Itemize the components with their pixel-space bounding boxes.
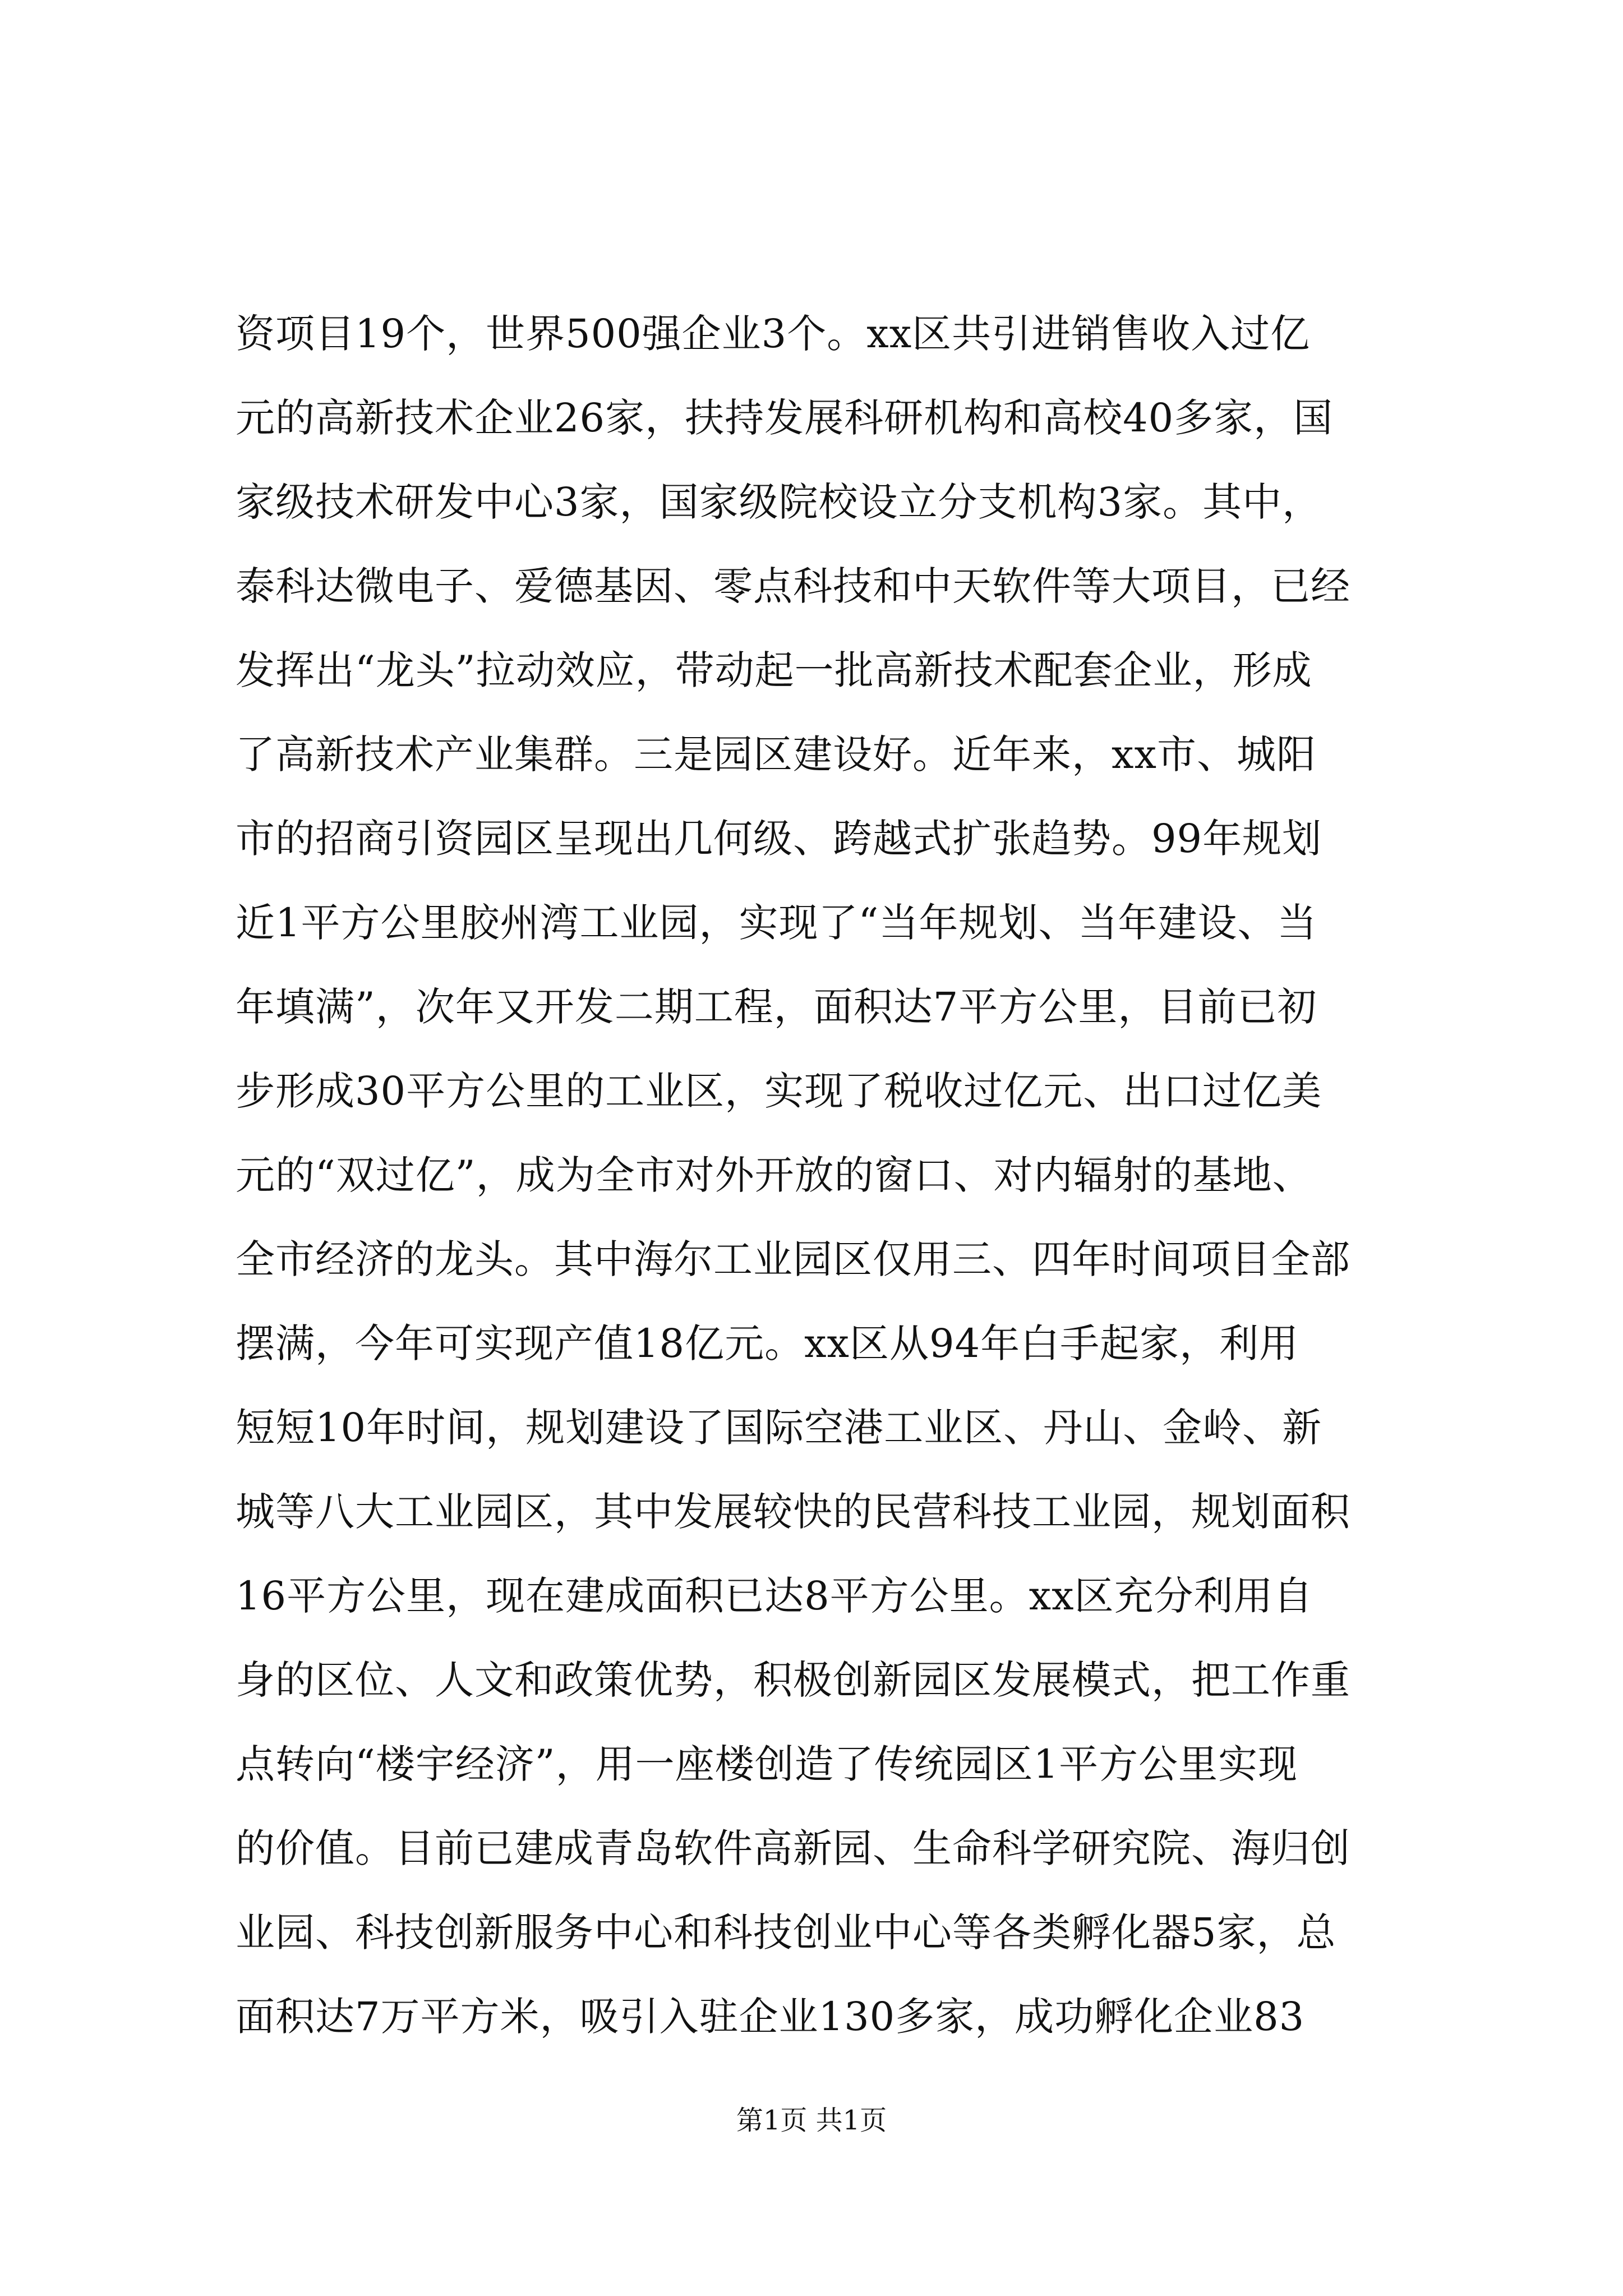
body-text: [236, 292, 1430, 2059]
text-line: 泰科达微电子、爱德基因、零点科技和中天软件等大项目，已经: [236, 563, 1350, 609]
text-line: 了高新技术产业集群。三是园区建设好。近年来，xx市、城阳: [236, 731, 1316, 777]
text-line: 16平方公里，现在建成面积已达8平方公里。xx区充分利用自: [236, 1573, 1313, 1619]
text-line: 的价值。目前已建成青岛软件高新园、生命科学研究院、海归创: [236, 1825, 1350, 1871]
text-line: 资项目19个，世界500强企业3个。xx区共引进销售收入过亿: [236, 311, 1311, 357]
text-line: 元的高新技术企业26家，扶持发展科研机构和高校40多家，国: [236, 395, 1334, 441]
page-footer: [0, 2098, 1623, 2143]
text-line: 年填满”，次年又开发二期工程，面积达7平方公里，目前已初: [236, 984, 1317, 1030]
text-line: 家级技术研发中心3家，国家级院校设立分支机构3家。其中，: [236, 479, 1322, 525]
text-line: 短短10年时间，规划建设了国际空港工业区、丹山、金岭、新: [236, 1405, 1322, 1451]
text-line: 步形成30平方公里的工业区，实现了税收过亿元、出口过亿美: [236, 1068, 1322, 1114]
text-line: 全市经济的龙头。其中海尔工业园区仅用三、四年时间项目全部: [236, 1236, 1350, 1282]
text-line: 近1平方公里胶州湾工业园，实现了“当年规划、当年建设、当: [236, 900, 1317, 946]
text-line: 城等八大工业园区，其中发展较快的民营科技工业园，规划面积: [236, 1489, 1350, 1535]
text-line: 市的招商引资园区呈现出几何级、跨越式扩张趋势。99年规划: [236, 816, 1322, 862]
text-line: 业园、科技创新服务中心和科技创业中心等各类孵化器5家，总: [236, 1910, 1336, 1955]
text-line: 面积达7万平方米，吸引入驻企业130多家，成功孵化企业83: [236, 1994, 1305, 2040]
text-line: 点转向“楼宇经济”，用一座楼创造了传统园区1平方公里实现: [236, 1741, 1298, 1787]
page-number-label: 第1页 共1页: [736, 2105, 887, 2136]
text-line: 摆满，今年可实现产值18亿元。xx区从94年白手起家，利用: [236, 1320, 1299, 1366]
text-line: 身的区位、人文和政策优势，积极创新园区发展模式，把工作重: [236, 1657, 1350, 1703]
text-line: 发挥出“龙头”拉动效应，带动起一批高新技术配套企业，形成: [236, 647, 1312, 693]
text-line: 元的“双过亿”，成为全市对外开放的窗口、对内辐射的基地、: [236, 1152, 1312, 1198]
